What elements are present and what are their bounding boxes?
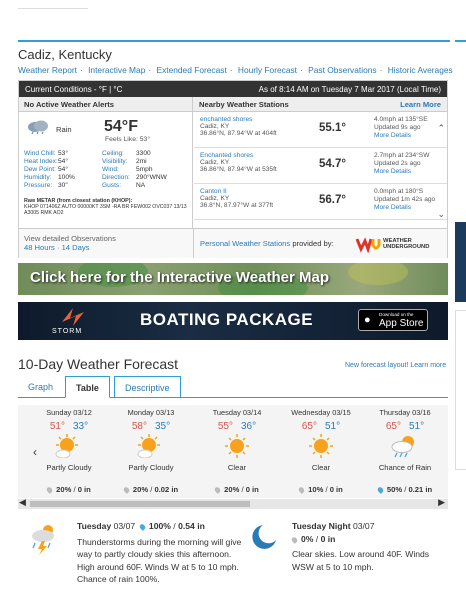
conditions-details: [24, 150, 189, 190]
rain-icon: [387, 434, 423, 458]
side-ad-block: [455, 222, 466, 302]
station-name[interactable]: enchanted shores: [200, 116, 253, 123]
48-hours-link[interactable]: 48 Hours: [24, 243, 55, 252]
more-details-link[interactable]: More Details: [374, 132, 412, 139]
side-accent: [455, 40, 466, 42]
station-temp: 55.1°: [319, 122, 346, 134]
side-panel: [455, 310, 466, 470]
interactive-map-banner[interactable]: [18, 263, 448, 295]
tab-table[interactable]: Table: [65, 376, 110, 398]
nav-extended-forecast[interactable]: Extended Forecast: [156, 65, 227, 75]
day-name: Monday 03/13: [127, 408, 175, 417]
current-condition: Rain: [56, 125, 72, 134]
nav-weather-report[interactable]: Weather Report: [18, 65, 77, 75]
storm-brand: STORM: [52, 328, 83, 335]
forecast-day[interactable]: Tuesday 03/14 55° 36° Clear 20% / 0 in: [196, 405, 278, 498]
forecast-days: [18, 405, 448, 498]
scroll-thumb[interactable]: [30, 501, 250, 507]
metar-text: KHOP 071406Z AUTO 00000KT 3SM -RA BR FEW002 OVC037 13/13 A3005 RMK AO2: [24, 204, 187, 216]
station-temp: 54.7°: [319, 158, 346, 170]
current-conditions-panel: [18, 80, 448, 258]
current-footer: [19, 228, 447, 258]
learn-more-link[interactable]: Learn More: [400, 99, 441, 109]
detail-row: Wind Chill: 53° Ceiling: 3300: [24, 150, 151, 157]
day-name: Wednesday 03/15: [291, 408, 351, 417]
chevron-down-icon[interactable]: ⌄: [437, 209, 445, 219]
feels-like: Feels Like: 53°: [105, 136, 151, 143]
forecast-day[interactable]: Sunday 03/12 51° 33° Partly Cloudy 20% / 0 in: [28, 405, 110, 498]
period-forecast-day: Tuesday 03/07 100% / 0.54 in Thunderstorms during the morning will give way to partly cloudy skies this afternoon. High around 60F. Winds W at 5 to 10 mph. Chance of rain 100%.: [77, 520, 247, 586]
detailed-observations: View detailed Observations 48 Hours · 14 Days: [24, 234, 116, 252]
chevron-up-icon[interactable]: ⌃: [437, 123, 445, 133]
detail-row: Pressure: 30" Gusts: NA: [24, 182, 146, 189]
wunderground-logo[interactable]: WEATHER UNDERGROUND: [355, 235, 445, 253]
thunderstorm-icon: [30, 522, 60, 556]
city-title: Cadiz, Kentucky: [18, 47, 112, 62]
day-name: Tuesday 03/14: [212, 408, 262, 417]
app-store-button[interactable]: ● Download on the App Store: [358, 309, 428, 331]
chevron-left-icon[interactable]: ‹: [33, 445, 37, 459]
more-details-link[interactable]: More Details: [374, 168, 412, 175]
14-days-link[interactable]: 14 Days: [61, 243, 90, 252]
forecast-title: 10-Day Weather Forecast: [18, 356, 179, 372]
day-name: Sunday 03/12: [46, 408, 92, 417]
station-item: Canton II Cadiz, KY 36.8°N, 87.97°W at 377ft 56.7° 0.0mph at 180°S Updated 1m 42s ago More Details: [194, 184, 447, 220]
top-divider: [18, 8, 88, 9]
boating-package-title: BOATING PACKAGE: [140, 310, 314, 329]
more-details-link[interactable]: More Details: [374, 204, 412, 211]
station-name[interactable]: Canton II: [200, 188, 227, 195]
scroll-left-icon[interactable]: ◀: [19, 497, 26, 507]
pws-credit: Personal Weather Stations provided by:: [200, 239, 334, 248]
nearby-stations-label: Nearby Weather Stations: [199, 99, 289, 109]
period-description: Thunderstorms during the morning will give way to partly cloudy skies this afternoon. High around 60F. Winds W at 5 to 10 mph. Chance of rain 100%.: [77, 536, 242, 584]
current-temperature: 54°F: [104, 118, 138, 135]
nearby-stations-list[interactable]: [194, 112, 447, 228]
sun-icon: [303, 434, 339, 458]
forecast-tabs: [18, 376, 448, 398]
forecast-day[interactable]: Monday 03/13 58° 35° Partly Cloudy 20% / 0.02 in: [110, 405, 192, 498]
current-conditions-header: [19, 81, 447, 97]
metar-title: Raw METAR (from closest station (KHOP):: [24, 198, 133, 204]
as-of-timestamp: As of 8:14 AM on Tuesday 7 Mar 2017 (Local Time): [258, 84, 441, 94]
nav-historic-averages[interactable]: Historic Averages: [387, 65, 453, 75]
station-temp: 56.7°: [319, 194, 346, 206]
boating-package-banner[interactable]: [18, 302, 448, 340]
apple-icon: ●: [364, 314, 371, 326]
current-subheader: [19, 97, 447, 112]
sun-icon: [219, 434, 255, 458]
period-forecast-night: Tuesday Night 03/07 0% / 0 in Clear skies. Low around 40F. Winds WSW at 5 to 10 mph.: [292, 520, 442, 573]
scroll-right-icon[interactable]: ▶: [438, 497, 445, 507]
detail-row: Dew Point: 54° Wind: 5mph: [24, 166, 153, 173]
tab-descriptive[interactable]: Descriptive: [114, 376, 181, 398]
period-description: Clear skies. Low around 40F. Winds WSW at 5 to 10 mph.: [292, 549, 430, 572]
rain-cloud-icon: [27, 120, 49, 134]
header-accent-line: [18, 40, 450, 42]
map-banner-text: Click here for the Interactive Weather Map: [30, 269, 329, 286]
nav-hourly-forecast[interactable]: Hourly Forecast: [237, 65, 298, 75]
detail-row: Heat Index: 54° Visibility: 2mi: [24, 158, 147, 165]
detail-row: Humidity: 100% Direction: 290°WNW: [24, 174, 167, 181]
storm-logo-icon: [58, 306, 88, 328]
new-layout-link[interactable]: New forecast layout! Learn more: [345, 362, 447, 369]
station-item: enchanted shores Cadiz, KY 36.86°N, 87.94°W at 404ft 55.1° 4.0mph at 135°SE Updated 9s ago More Details: [194, 112, 447, 148]
forecast-scrollbar[interactable]: [18, 499, 448, 509]
nav-past-observations[interactable]: Past Observations: [308, 65, 377, 75]
forecast-day[interactable]: Wednesday 03/15 65° 51° Clear 10% / 0 in: [280, 405, 362, 498]
report-nav: Weather Report · Interactive Map · Extended Forecast · Hourly Forecast · Past Observations · Historic Averages: [18, 65, 453, 75]
alerts-label: No Active Weather Alerts: [19, 97, 193, 111]
current-conditions-title[interactable]: Current Conditions - °F | °C: [25, 84, 123, 94]
station-name[interactable]: Enchanted shores: [200, 152, 254, 159]
pws-link[interactable]: Personal Weather Stations: [200, 239, 291, 248]
nav-interactive-map[interactable]: Interactive Map: [88, 65, 146, 75]
moon-icon: [249, 522, 279, 552]
partly-cloudy-icon: [51, 434, 87, 458]
day-name: Thursday 03/16: [379, 408, 431, 417]
raw-metar: [24, 198, 192, 216]
wu-logo-icon: [355, 235, 381, 253]
current-summary: [19, 112, 193, 228]
tab-graph[interactable]: Graph: [28, 382, 54, 392]
partly-cloudy-icon: [133, 434, 169, 458]
forecast-day[interactable]: Thursday 03/16 65° 51° Chance of Rain 50% / 0.21 in: [364, 405, 446, 498]
station-item: Enchanted shores Cadiz, KY 36.86°N, 87.94°W at 535ft 54.7° 2.7mph at 234°SW Updated 2s ago More Details: [194, 148, 447, 184]
